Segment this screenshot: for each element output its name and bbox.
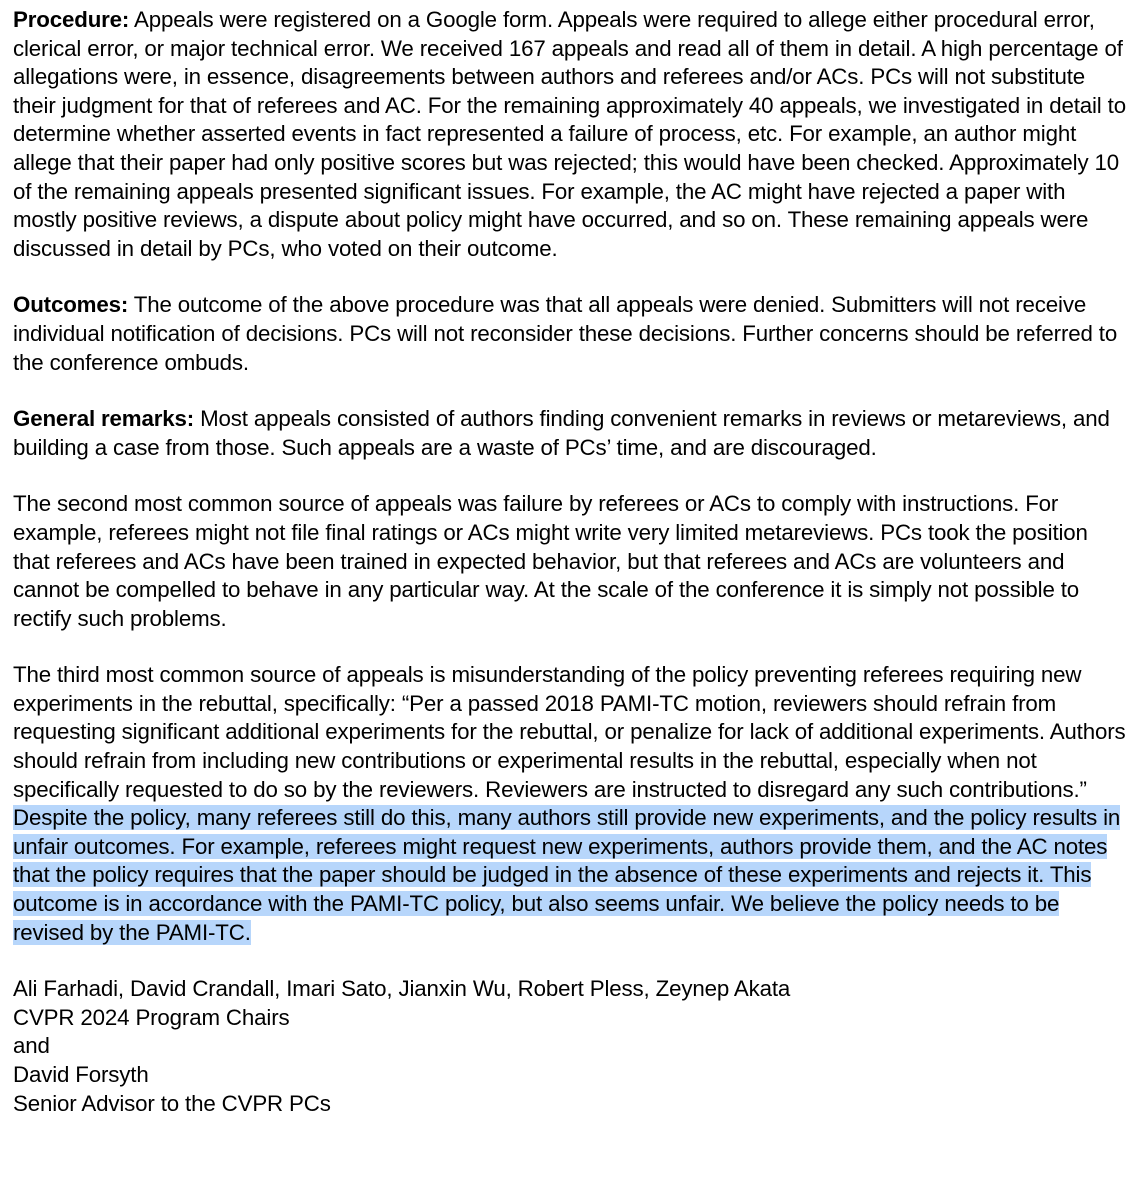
third-source-text: The third most common source of appeals is misunderstanding of the policy preventing referees requiring new experiments in the rebuttal, specifically: “Per a passed 2018 PAMI-TC motion, reviewers should refrain from requesting significant additional experiments for the rebuttal, or penalize for lack of additional experiments. Authors should refrain from including new contributions or experimental results in the rebuttal, especially when not specifically requested to do so by the reviewers. Reviewers are instructed to disregard any such contributions.” [13,662,1126,802]
general-remarks-text: Most appeals consisted of authors finding convenient remarks in reviews or metareviews, and building a case from those. Such appeals are a waste of PCs’ time, and are discouraged. [13,406,1110,460]
general-remarks-paragraph [13,405,1127,462]
highlighted-selection[interactable]: Despite the policy, many referees still do this, many authors still provide new experiments, and the policy results in unfair outcomes. For example, referees might request new experiments, authors provide them, and the AC notes that the policy requires that the paper should be judged in the absence of these experiments and rejects it. This outcome is in accordance with the PAMI-TC policy, but also seems unfair. We believe the policy needs to be revised by the PAMI-TC. [13,805,1121,945]
second-source-text: The second most common source of appeals was failure by referees or ACs to comply with instructions. For example, referees might not file final ratings or ACs might write very limited metareviews. PCs took the position that referees and ACs have been trained in expected behavior, but that referees and ACs are volunteers and cannot be compelled to behave in any particular way. At the scale of the conference it is simply not possible to rectify such problems. [13,491,1088,631]
signature-block [13,975,1127,1118]
procedure-paragraph [13,6,1127,263]
general-remarks-heading: General remarks: [13,406,195,432]
third-source-paragraph [13,661,1127,947]
procedure-heading: Procedure: [13,7,130,32]
advisor-role: Senior Advisor to the CVPR PCs [13,1090,331,1116]
outcomes-heading: Outcomes: [13,292,129,318]
program-chairs-names: Ali Farhadi, David Crandall, Imari Sato, Jianxin Wu, Robert Pless, Zeynep Akata [13,976,791,1002]
outcomes-text: The outcome of the above procedure was that all appeals were denied. Submitters will not receive individual notification of decisions. PCs will not reconsider these decisions. Further concerns should be referred to the conference ombuds. [13,292,1118,375]
outcomes-paragraph [13,291,1127,377]
program-chairs-role: CVPR 2024 Program Chairs [13,1004,290,1030]
advisor-name: David Forsyth [13,1062,149,1087]
second-source-paragraph [13,490,1127,633]
procedure-text: Appeals were registered on a Google form. Appeals were required to allege either procedural error, clerical error, or major technical error. We received 167 appeals and read all of them in detail. A high percentage of allegations were, in essence, disagreements between authors and referees and/or ACs. PCs will not substitute their judgment for that of referees and AC. For the remaining approximately 40 appeals, we investigated in detail to determine whether asserted events in fact represented a failure of process, etc. For example, an author might allege that their paper had only positive scores but was rejected; this would have been checked. Approximately 10 of the remaining appeals presented significant issues. For example, the AC might have rejected a paper with mostly positive reviews, a dispute about policy might have occurred, and so on. These remaining appeals were discussed in detail by PCs, who voted on their outcome. [13,7,1126,261]
signature-and: and [13,1033,50,1059]
